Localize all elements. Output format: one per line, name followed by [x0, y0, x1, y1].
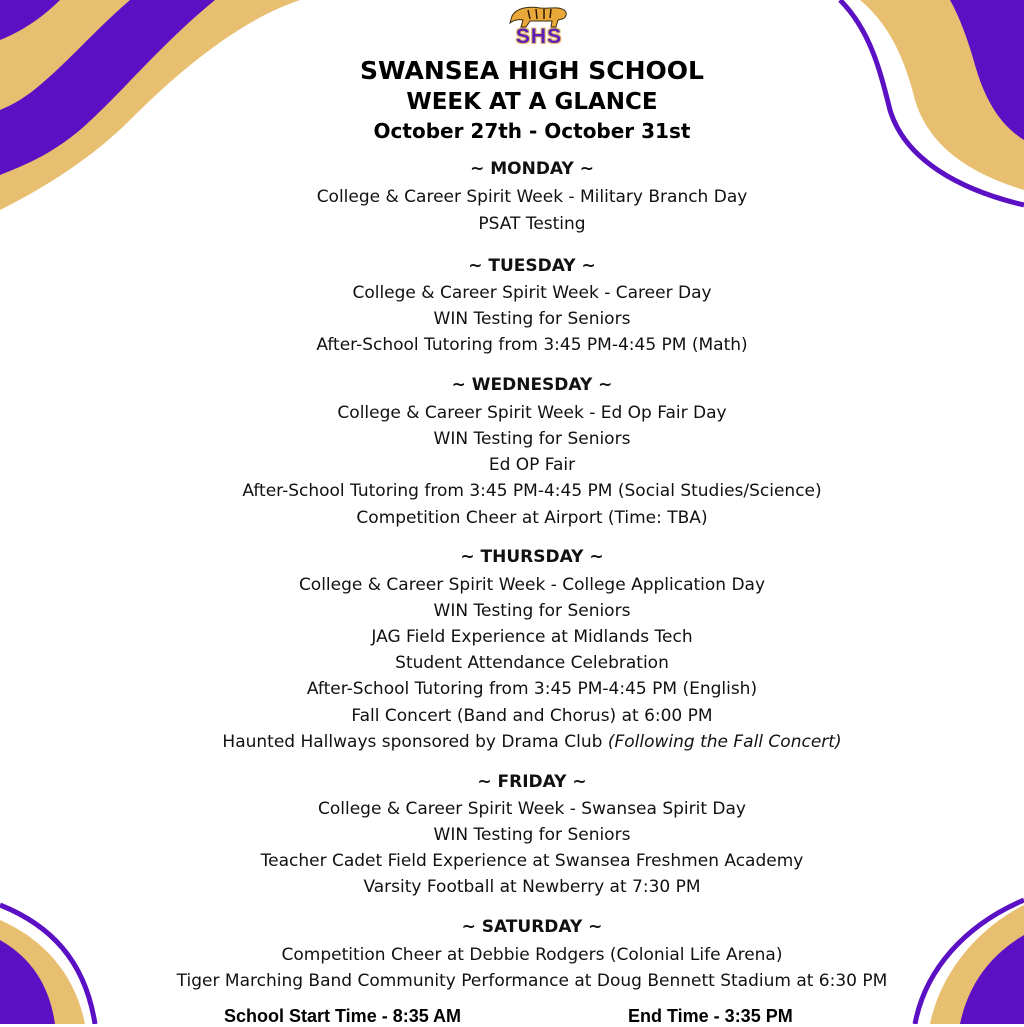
event-line: WIN Testing for Seniors	[433, 309, 631, 329]
event-line: Varsity Football at Newberry at 7:30 PM	[363, 877, 701, 897]
school-start-time: School Start Time - 8:35 AM	[224, 1006, 462, 1026]
event-line: College & Career Spirit Week - Swansea Spirit Day	[318, 799, 746, 819]
event-line: Competition Cheer at Airport (Time: TBA)	[356, 508, 708, 528]
event-line: College & Career Spirit Week - Ed Op Fair Day	[337, 403, 727, 423]
day-heading-friday: ~ FRIDAY ~	[477, 772, 587, 792]
school-logo	[504, 0, 574, 52]
event-line	[0, 731, 1024, 753]
school-end-time: End Time - 3:35 PM	[628, 1006, 793, 1026]
event-line: After-School Tutoring from 3:45 PM-4:45 PM (English)	[306, 679, 758, 699]
day-heading-thursday: ~ THURSDAY ~	[460, 547, 604, 567]
event-line: After-School Tutoring from 3:45 PM-4:45 PM (Math)	[316, 335, 748, 355]
event-line: Teacher Cadet Field Experience at Swansea Freshmen Academy	[260, 851, 804, 871]
event-line: WIN Testing for Seniors	[433, 825, 631, 845]
logo-text: SHS	[515, 25, 563, 48]
event-line: JAG Field Experience at Midlands Tech	[371, 627, 693, 647]
day-heading-monday: ~ MONDAY ~	[470, 159, 594, 179]
event-line: Competition Cheer at Debbie Rodgers (Colonial Life Arena)	[281, 945, 783, 965]
day-heading-tuesday: ~ TUESDAY ~	[468, 256, 596, 276]
day-heading-wednesday: ~ WEDNESDAY ~	[451, 375, 613, 395]
page-subtitle: WEEK AT A GLANCE	[406, 89, 658, 115]
event-line: WIN Testing for Seniors	[433, 601, 631, 621]
event-text: Haunted Hallways sponsored by Drama Club	[222, 732, 603, 752]
event-line: PSAT Testing	[478, 214, 586, 234]
date-range: October 27th - October 31st	[373, 119, 691, 143]
event-line: Tiger Marching Band Community Performance at Doug Bennett Stadium at 6:30 PM	[176, 971, 888, 991]
event-line: College & Career Spirit Week - Career Day	[352, 283, 712, 303]
event-line: College & Career Spirit Week - Military Branch Day	[316, 187, 748, 207]
event-line: WIN Testing for Seniors	[433, 429, 631, 449]
event-note: (Following the Fall Concert)	[607, 732, 842, 752]
school-name: SWANSEA HIGH SCHOOL	[360, 56, 704, 85]
event-line: Student Attendance Celebration	[395, 653, 669, 673]
event-line: Fall Concert (Band and Chorus) at 6:00 PM	[351, 706, 713, 726]
event-line: College & Career Spirit Week - College Application Day	[298, 575, 766, 595]
event-line: Ed OP Fair	[488, 455, 576, 475]
event-line: After-School Tutoring from 3:45 PM-4:45 PM (Social Studies/Science)	[242, 481, 822, 501]
day-heading-saturday: ~ SATURDAY ~	[461, 917, 603, 937]
